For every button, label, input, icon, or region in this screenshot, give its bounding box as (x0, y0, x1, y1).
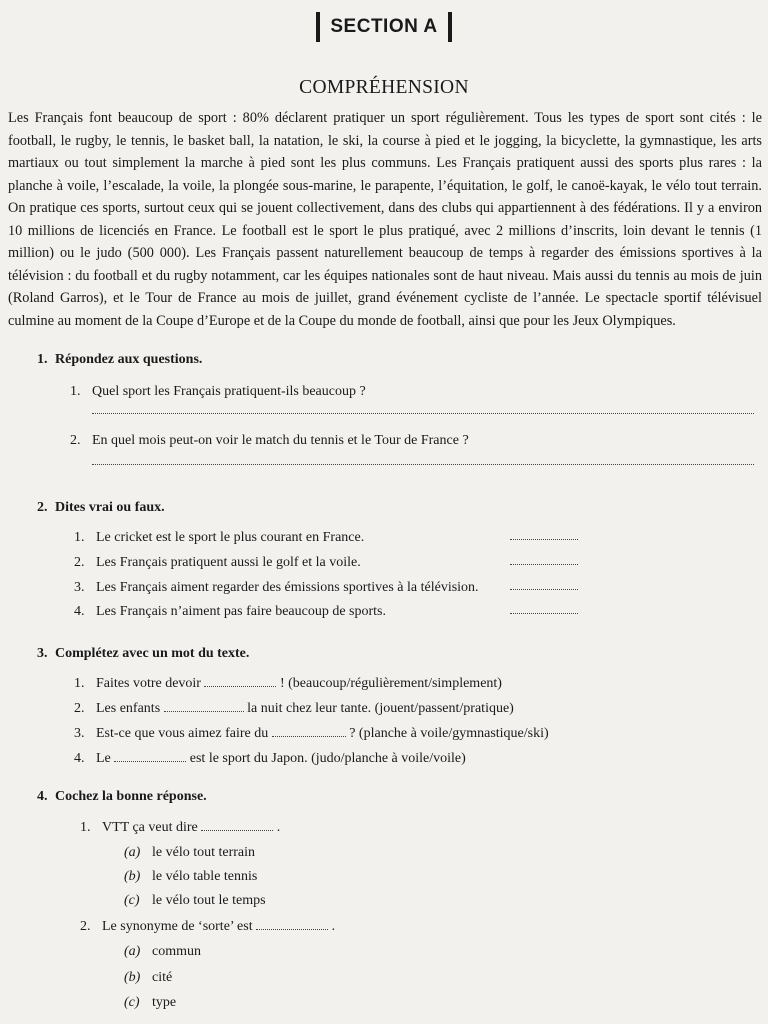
true-false-blank-1[interactable] (510, 539, 578, 540)
fill-blank-3[interactable] (272, 736, 346, 737)
mcq-blank-2[interactable] (256, 929, 328, 930)
fill-blank-item-2: 2. Les enfants la nuit chez leur tante. (jouent/passent/pratique) (74, 701, 514, 716)
true-false-item-3: 3. Les Français aiment regarder des émissions sportives à la télévision. (74, 580, 479, 595)
fill-blank-1[interactable] (204, 686, 276, 687)
question-3-heading: 3. Complétez avec un mot du texte. (37, 646, 250, 661)
page-title: COMPRÉHENSION (299, 77, 469, 98)
mcq-item-1: 1. VTT ça veut dire . (80, 820, 281, 835)
question-1-item-1: 1. Quel sport les Français pratiquent-ils beaucoup ? (70, 384, 366, 399)
question-4-heading: 4. Cochez la bonne réponse. (37, 789, 207, 804)
section-header (0, 12, 768, 42)
question-2-heading: 2. Dites vrai ou faux. (37, 500, 165, 515)
true-false-item-4: 4. Les Français n’aiment pas faire beaucoup de sports. (74, 604, 387, 619)
fill-blank-4[interactable] (114, 761, 186, 762)
mcq-1-option-b[interactable]: (b) le vélo table tennis (124, 869, 258, 884)
fill-blank-item-3: 3. Est-ce que vous aimez faire du ? (planche à voile/gymnastique/ski) (74, 726, 549, 741)
fill-blank-item-4: 4. Le est le sport du Japon. (judo/planche à voile/voile) (74, 751, 466, 766)
header-bar-right (448, 12, 452, 42)
header-bar-left (316, 12, 320, 42)
true-false-blank-2[interactable] (510, 564, 578, 565)
mcq-2-option-a[interactable]: (a) commun (124, 944, 201, 959)
true-false-blank-4[interactable] (510, 613, 578, 614)
answer-line-1[interactable] (92, 413, 754, 414)
mcq-1-option-c[interactable]: (c) le vélo tout le temps (124, 893, 266, 908)
answer-line-2[interactable] (92, 464, 754, 465)
question-1-item-2: 2. En quel mois peut-on voir le match du tennis et le Tour de France ? (70, 433, 469, 448)
true-false-blank-3[interactable] (510, 589, 578, 590)
true-false-item-2: 2. Les Français pratiquent aussi le golf et la voile. (74, 555, 361, 570)
question-1-heading: 1. Répondez aux questions. (37, 352, 203, 367)
mcq-2-option-c[interactable]: (c) type (124, 995, 177, 1010)
true-false-item-1: 1. Le cricket est le sport le plus courant en France. (74, 530, 365, 545)
fill-blank-item-1: 1. Faites votre devoir ! (beaucoup/régulièrement/simplement) (74, 676, 502, 691)
section-label: SECTION A (330, 16, 438, 37)
fill-blank-2[interactable] (164, 711, 244, 712)
reading-passage: Les Français font beaucoup de sport : 80% déclarent pratiquer un sport régulièrement. Tous les types de sport sont cités : le football, le rugby, le tennis, le basket ball, la natation, le ski, la course à pied et le jogging, la bicyclette, la gymnastique, les arts martiaux ou tout simplement la marche à pied sont les plus communs. Les Français pratiquent aussi des sports plus rares : la planche à voile, l’escalade, la voile, la plongée sous-marine, le parapente, l’équitation, le golf, le canoë-kayak, le vélo tout terrain. On pratique ces sports, surtout ceux qui se jouent collectivement, dans des clubs qui appartiennent à des fédérations. Il y a environ 10 millions de licenciés en France. Le football est le sport le plus pratiqué, avec 2 millions d’inscrits, loin devant le tennis (1 million) ou le judo (500 000). Les Français passent naturellement beaucoup de temps à regarder des émissions sportives à la télévision : du football et du rugby notamment, car les équipes nationales sont de haut niveau. Mais aussi du tennis au mois de juin (Roland Garros), et le Tour de France au mois de juillet, grand événement cycliste de l’année. Le spectacle sportif télévisuel culmine au moment de la Coupe d’Europe et de la Coupe du monde de football, ainsi que pour les Jeux Olympiques. (8, 110, 762, 329)
mcq-blank-1[interactable] (201, 830, 273, 831)
mcq-2-option-b[interactable]: (b) cité (124, 970, 173, 985)
mcq-item-2: 2. Le synonyme de ‘sorte’ est . (80, 919, 336, 934)
mcq-1-option-a[interactable]: (a) le vélo tout terrain (124, 845, 256, 860)
